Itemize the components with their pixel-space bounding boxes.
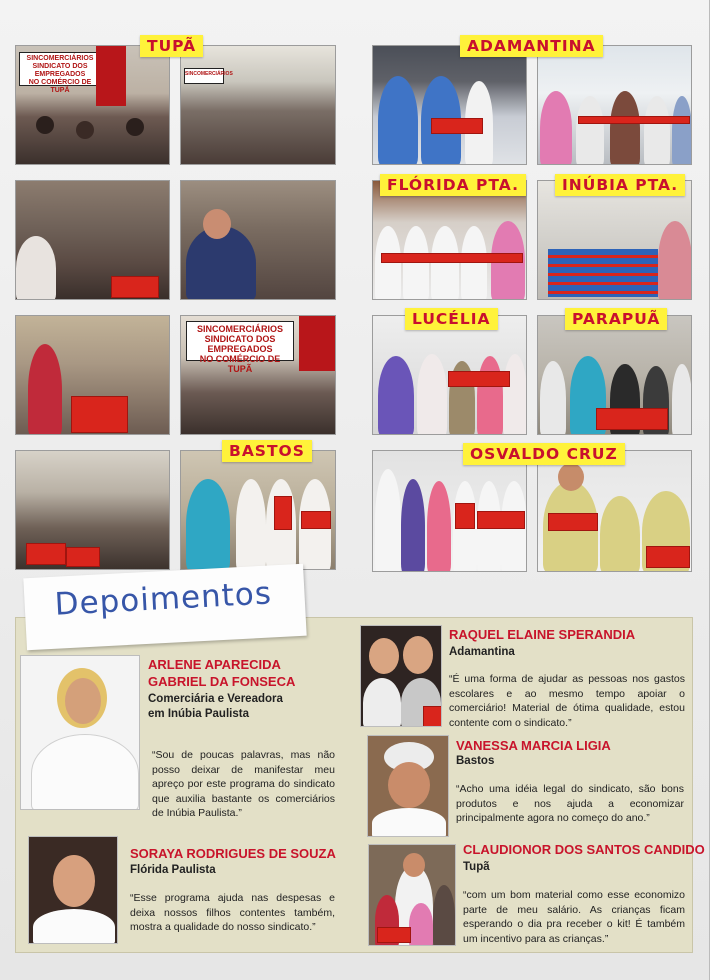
- photo-inubia: [537, 180, 692, 300]
- testimonial-quote: “Sou de poucas palavras, mas não posso deixar de manifestar meu apreço por este programa do sindicato que auxilia bastante os comerciários de Inúbia Paulista.”: [152, 749, 335, 819]
- photo-tupa-assembly: [15, 45, 170, 165]
- testimonial-quote: “com um bom material como esse economizo parte de meu salário. As crianças ficam esperando o dia pra receber o kit! É também um incentivo para as crianças.”: [463, 889, 685, 945]
- testimonial-name: RAQUEL ELAINE SPERANDIA: [449, 627, 636, 642]
- city-label-adamantina: ADAMANTINA: [460, 35, 603, 57]
- photo-adamantina-1: [372, 45, 527, 165]
- testimonial-location: Tupã: [463, 861, 490, 873]
- photo-lucelia: [372, 315, 527, 435]
- photo-row2-right: [180, 180, 336, 300]
- testimonial-name: CLAUDIONOR DOS SANTOS CANDIDO: [463, 842, 705, 857]
- union-banner: SINCOMERCIÁRIOS SINDICATO DOS EMPREGADOS NO COMÉRCIO DE TUPÃ: [186, 321, 294, 361]
- photo-row3-right: [180, 315, 336, 435]
- testimonial-quote: “Acho uma idéia legal do sindicato, são bons produtos e nos ajuda a economizar principalmente agora no começo do ano.”: [456, 783, 684, 824]
- testimonial-name: ARLENE APARECIDA GABRIEL DA FONSECA: [148, 657, 296, 689]
- section-title-tape: [23, 564, 306, 651]
- testimonial-quote: “É uma forma de ajudar as pessoas nos gastos escolares e ao mesmo tempo apoiar o comerciário! Material de ótima qualidade, estou contente com o sindicato.”: [449, 673, 685, 729]
- photo-row4-left: [15, 450, 170, 570]
- photo-osvaldo-cruz-2: [537, 450, 692, 572]
- city-label-osvaldo-cruz: OSVALDO CRUZ: [463, 443, 625, 465]
- city-label-parapua: PARAPUÃ: [565, 308, 667, 330]
- testimonial-location: Flórida Paulista: [130, 864, 216, 876]
- union-banner: SINCOMERCIÁRIOS SINDICATO DOS EMPREGADOS NO COMÉRCIO DE TUPÃ: [19, 52, 101, 86]
- union-banner-small: SINCOMERCIÁRIOS: [184, 68, 224, 84]
- testimonial-location: Bastos: [456, 755, 495, 767]
- photo-osvaldo-cruz-1: [372, 450, 527, 572]
- testimonial-role: Comerciária e Vereadora em Inúbia Paulista: [148, 693, 283, 720]
- photo-parapua: [537, 315, 692, 435]
- city-label-lucelia: LUCÉLIA: [405, 308, 498, 330]
- city-label-tupa: TUPÃ: [140, 35, 203, 57]
- photo-bastos: [180, 450, 336, 570]
- city-label-bastos: BASTOS: [222, 440, 312, 462]
- testimonial-name: VANESSA MARCIA LIGIA: [456, 738, 611, 753]
- portrait-vanessa: [367, 735, 449, 837]
- city-label-inubia: INÚBIA PTA.: [555, 174, 685, 196]
- portrait-raquel: [360, 625, 442, 727]
- photo-row3-left: [15, 315, 170, 435]
- testimonial-quote: “Esse programa ajuda nas despesas e deixa nossos filhos contentes também, mostra a qualidade do nosso sindicato.”: [130, 892, 335, 933]
- testimonial-name: SORAYA RODRIGUES DE SOUZA: [130, 846, 336, 861]
- section-title: Depoimentos: [53, 575, 273, 623]
- city-label-florida: FLÓRIDA PTA.: [380, 174, 526, 196]
- photo-adamantina-2: [537, 45, 692, 165]
- photo-tupa-crowd: [180, 45, 336, 165]
- portrait-arlene: [20, 655, 140, 810]
- portrait-claudionor: [368, 844, 456, 946]
- testimonial-location: Adamantina: [449, 646, 515, 658]
- photo-row2-left: [15, 180, 170, 300]
- portrait-soraya: [28, 836, 118, 944]
- photo-florida: [372, 180, 527, 300]
